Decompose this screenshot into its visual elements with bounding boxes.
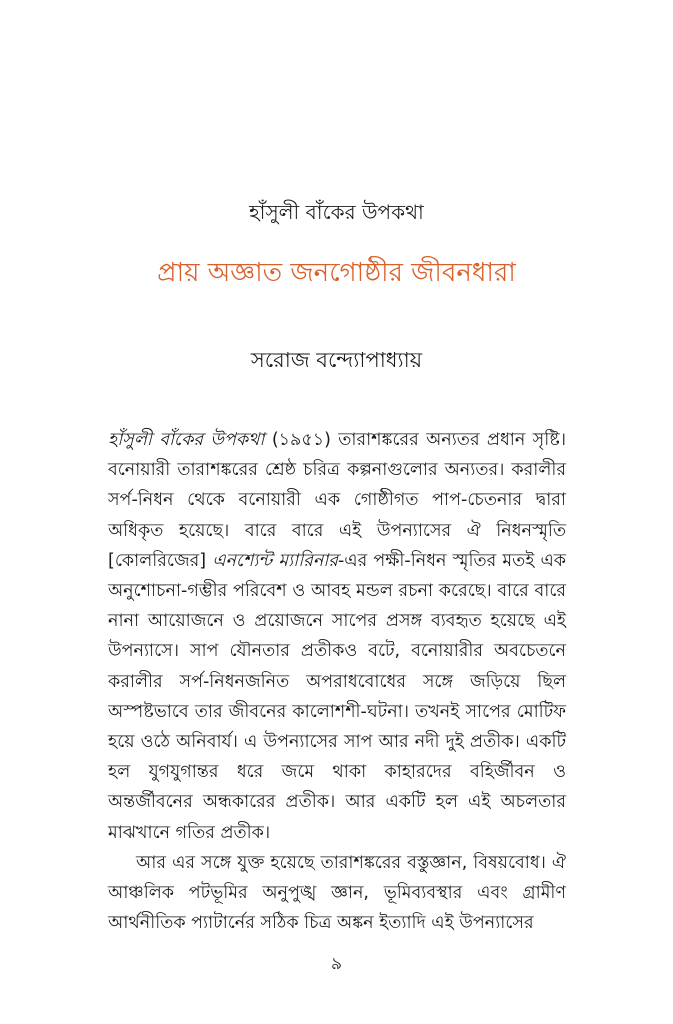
- paragraph-1: [108, 425, 566, 848]
- chapter-title: প্রায় অজ্ঞাত জনগোষ্ঠীর জীবনধারা: [157, 258, 516, 288]
- author-name: সরোজ বন্দ্যোপাধ্যায়: [250, 348, 423, 372]
- reference-title-italic: এনশ্যেন্ট ম্যারিনার: [212, 550, 338, 571]
- body-text: [108, 425, 566, 938]
- book-title-italic: হাঁসুলী বাঁকের উপকথা: [108, 430, 265, 450]
- book-title: হাঁসুলী বাঁকের উপকথা: [249, 200, 424, 224]
- paragraph-2: আর এর সঙ্গে যুক্ত হয়েছে তারাশঙ্করের বস্তুজ্ঞান, বিষয়বোধ। ঐ আঞ্চলিক পটভূমির অনুপুঙ্খ জ্ঞান, ভূমিব্যবস্থার এবং গ্রামীণ আর্থনীতিক প্যাটার্নের সঠিক চিত্র অঙ্কন ইত্যাদি এই উপন্যাসের: [108, 852, 566, 934]
- page-number: ৯: [330, 954, 343, 974]
- paragraph-1-segment-2: -এর পক্ষী-নিধন স্মৃতির মতই এক অনুশোচনা-গম্ভীর পরিবেশ ও আবহ মন্ডল রচনা করেছে। বারে বারে নানা আয়োজনে ও প্রয়োজনে সাপের প্রসঙ্গ ব্যবহৃত হয়েছে এই উপন্যাসে। সাপ যৌনতার প্রতীকও বটে, বনোয়ারীর অবচেতনে করালীর সর্প-নিধনজনিত অপরাধবোধের সঙ্গে জড়িয়ে ছিল অস্পষ্টভাবে তার জীবনের কালোশশী-ঘটনা। তখনই সাপের মোটিফ হয়ে ওঠে অনিবার্য। এ উপন্যাসের সাপ আর নদী দুই প্রতীক। একটি হল যুগযুগান্তর ধরে জমে থাকা কাহারদের বহির্জীবন ও অন্তর্জীবনের অন্ধকারের প্রতীক। আর একটি হল এই অচলতার মাঝখানে গতির প্রতীক।: [108, 550, 566, 843]
- paragraph-1-segment-1: (১৯৫১) তারাশঙ্করের অন্যতর প্রধান সৃষ্টি। বনোয়ারী তারাশঙ্করের শ্রেষ্ঠ চরিত্র কল্পনাগুলোর অন্যতর। করালীর সর্প-নিধন থেকে বনোয়ারী এক গোষ্ঠীগত পাপ-চেতনার দ্বারা অধিকৃত হয়েছে। বারে বারে এই উপন্যাসের ঐ নিধনস্মৃতি [কোলরিজের]: [108, 430, 566, 571]
